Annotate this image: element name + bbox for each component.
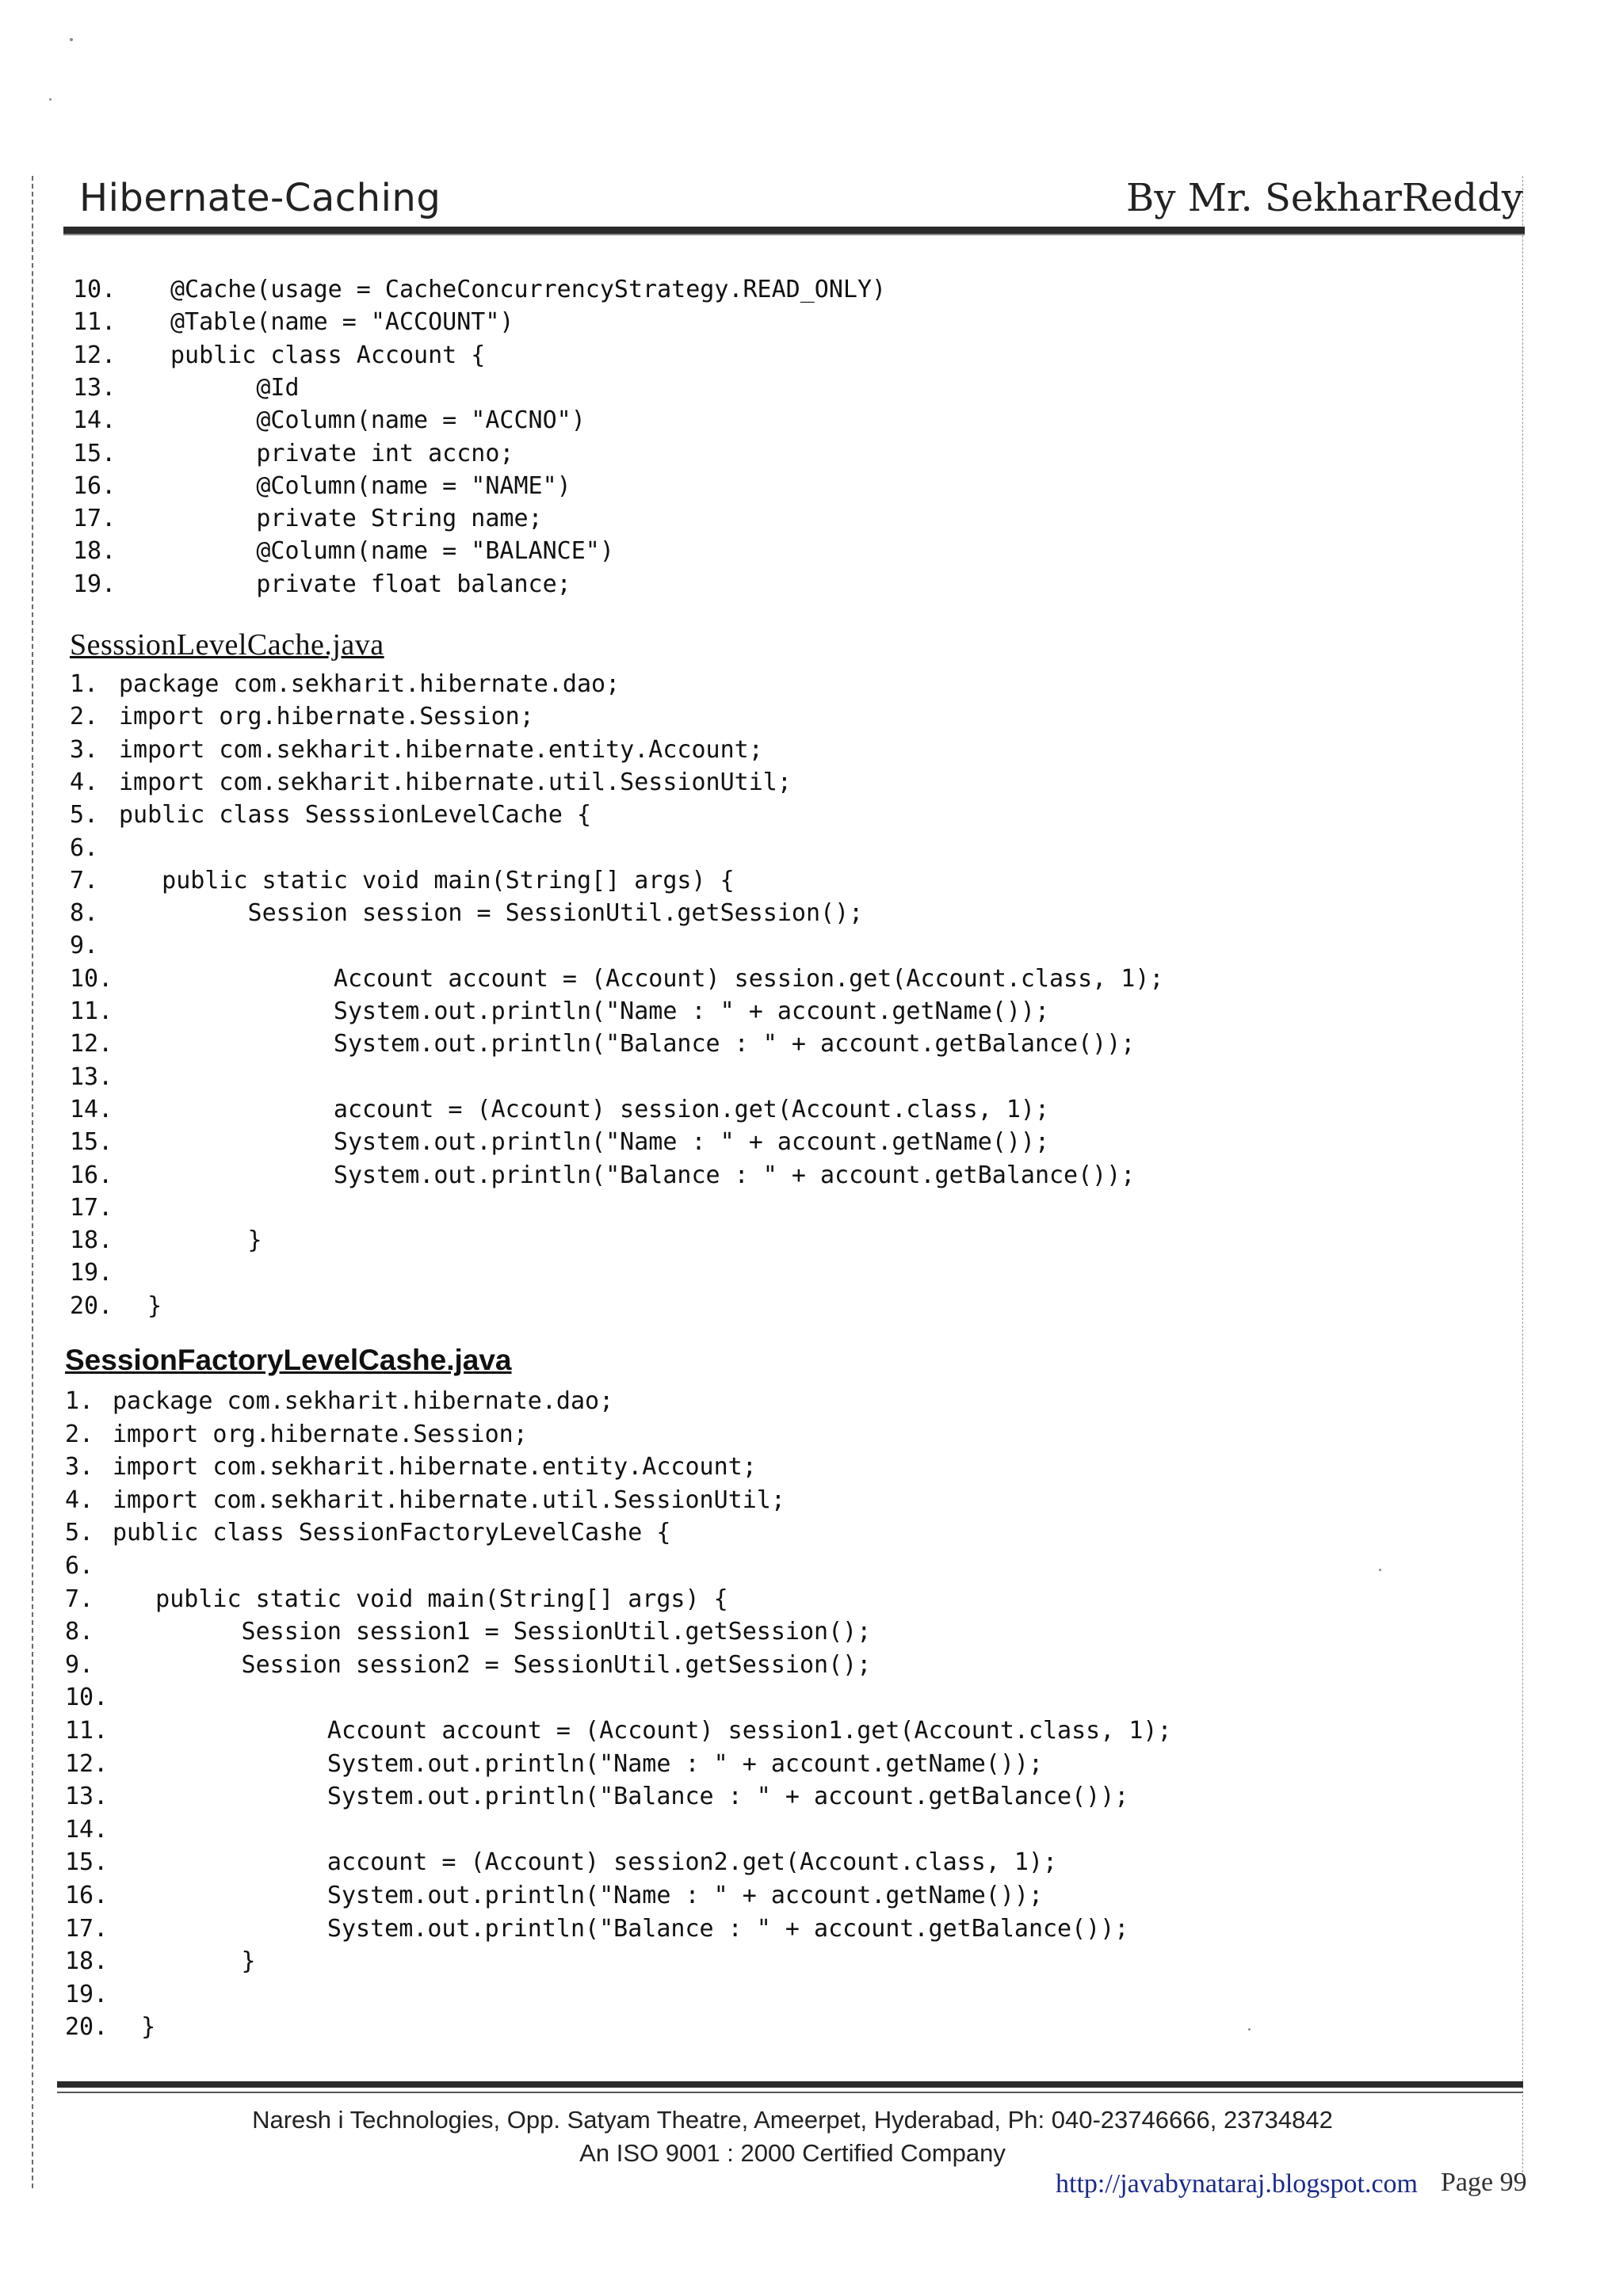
code-text: account = (Account) session2.get(Account.class, 1); xyxy=(113,1848,1058,1877)
line-number: 10. xyxy=(73,276,116,303)
code-text: @Cache(usage = CacheConcurrencyStrategy.READ_ONLY) xyxy=(170,276,887,303)
code-text: private float balance; xyxy=(170,570,571,598)
line-number: 16. xyxy=(65,1882,109,1909)
line-number: 3. xyxy=(70,735,99,764)
code-text: Account account = (Account) session1.get(Account.class, 1); xyxy=(113,1717,1172,1745)
code-text: public class Account { xyxy=(170,341,486,369)
code-text: Session session1 = SessionUtil.getSession(); xyxy=(113,1618,872,1646)
code-text: import com.sekharit.hibernate.util.SessionUtil; xyxy=(119,768,792,796)
line-number: 5. xyxy=(65,1519,94,1547)
code-text: @Column(name = "NAME") xyxy=(170,471,571,500)
line-number: 8. xyxy=(70,899,99,928)
line-number: 13. xyxy=(70,1062,113,1091)
line-number: 18. xyxy=(70,1226,113,1255)
line-number: 18. xyxy=(65,1947,109,1976)
line-number: 15. xyxy=(73,439,116,467)
line-number: 4. xyxy=(65,1486,94,1514)
footer-address: Naresh i Technologies, Opp. Satyam Theatre, Ameerpet, Hyderabad, Ph: 040-23746666, 23734842 xyxy=(252,2106,1333,2134)
code-text: Session session = SessionUtil.getSession(); xyxy=(119,899,864,928)
code-text: System.out.println("Balance : " + account.getBalance()); xyxy=(119,1161,1136,1189)
code-text: System.out.println("Name : " + account.getName()); xyxy=(119,1128,1049,1157)
code-text: import com.sekharit.hibernate.entity.Account; xyxy=(119,735,763,764)
header-rule xyxy=(63,227,1525,235)
line-number: 11. xyxy=(70,997,113,1025)
line-number: 7. xyxy=(65,1585,94,1613)
line-number: 5. xyxy=(70,801,99,830)
code-text: package com.sekharit.hibernate.dao; xyxy=(119,670,621,698)
line-number: 3. xyxy=(65,1453,94,1482)
session-level-cache-heading: SesssionLevelCache.java xyxy=(70,628,384,662)
line-number: 17. xyxy=(70,1193,113,1222)
line-number: 8. xyxy=(65,1618,94,1646)
code-text: public static void main(String[] args) { xyxy=(119,866,735,894)
code-text: System.out.println("Balance : " + account.getBalance()); xyxy=(113,1914,1129,1943)
code-text: System.out.println("Balance : " + account.getBalance()); xyxy=(119,1030,1136,1058)
scan-margin-line-right xyxy=(1522,176,1523,2172)
code-text: import com.sekharit.hibernate.util.SessionUtil; xyxy=(113,1486,785,1514)
code-text: Session session2 = SessionUtil.getSession(); xyxy=(113,1650,872,1679)
scan-margin-line-left xyxy=(32,176,33,2188)
code-text: } xyxy=(113,2013,156,2042)
line-number: 6. xyxy=(70,833,99,862)
line-number: 12. xyxy=(65,1749,109,1778)
session-factory-level-cache-heading: SessionFactoryLevelCashe.java xyxy=(65,1344,512,1376)
code-text: Account account = (Account) session.get(Account.class, 1); xyxy=(119,964,1164,993)
code-text: account = (Account) session.get(Account.class, 1); xyxy=(119,1095,1049,1123)
footer-rule xyxy=(57,2081,1523,2088)
page-number: Page 99 xyxy=(1441,2168,1527,2197)
code-text: System.out.println("Name : " + account.getName()); xyxy=(119,997,1049,1025)
line-number: 13. xyxy=(73,373,116,402)
line-number: 17. xyxy=(73,505,116,533)
line-number: 11. xyxy=(65,1717,109,1745)
line-number: 7. xyxy=(70,866,99,894)
line-number: 15. xyxy=(70,1128,113,1157)
line-number: 1. xyxy=(70,670,99,698)
code-text: public static void main(String[] args) { xyxy=(113,1585,728,1613)
code-text: @Column(name = "ACCNO") xyxy=(170,406,586,435)
line-number: 12. xyxy=(73,341,116,369)
line-number: 10. xyxy=(70,964,113,993)
code-text: @Id xyxy=(170,373,300,402)
line-number: 20. xyxy=(70,1291,113,1320)
line-number: 9. xyxy=(65,1650,94,1679)
code-text: private String name; xyxy=(170,505,543,533)
scan-speck xyxy=(1379,1569,1381,1571)
line-number: 18. xyxy=(73,537,116,566)
line-number: 2. xyxy=(70,703,99,731)
page-header xyxy=(79,174,1523,236)
scan-speck xyxy=(1248,2028,1251,2031)
code-text: import com.sekharit.hibernate.entity.Account; xyxy=(113,1453,757,1482)
footer-url-link[interactable]: http://javabynataraj.blogspot.com xyxy=(1056,2169,1419,2199)
line-number: 1. xyxy=(65,1387,94,1415)
line-number: 14. xyxy=(65,1815,109,1844)
author-name: By Mr. SekharReddy xyxy=(1126,176,1523,220)
code-text: @Column(name = "BALANCE") xyxy=(170,537,614,566)
line-number: 19. xyxy=(65,1980,109,2008)
line-number: 16. xyxy=(70,1161,113,1189)
code-text: import org.hibernate.Session; xyxy=(119,703,534,731)
line-number: 20. xyxy=(65,2013,109,2042)
line-number: 19. xyxy=(73,570,116,598)
line-number: 11. xyxy=(73,308,116,337)
code-text: System.out.println("Name : " + account.getName()); xyxy=(113,1749,1043,1778)
line-number: 9. xyxy=(70,932,99,960)
line-number: 13. xyxy=(65,1783,109,1811)
code-text: System.out.println("Name : " + account.getName()); xyxy=(113,1882,1043,1909)
code-text: @Table(name = "ACCOUNT") xyxy=(170,308,514,337)
code-text: import org.hibernate.Session; xyxy=(113,1420,528,1448)
line-number: 19. xyxy=(70,1259,113,1287)
code-text: private int accno; xyxy=(170,439,514,467)
code-text: public class SesssionLevelCache { xyxy=(119,801,592,830)
scan-speck xyxy=(70,38,73,41)
code-text: public class SessionFactoryLevelCashe { xyxy=(113,1519,671,1547)
code-text: } xyxy=(119,1291,162,1320)
line-number: 6. xyxy=(65,1552,94,1580)
code-text: package com.sekharit.hibernate.dao; xyxy=(113,1387,614,1415)
line-number: 12. xyxy=(70,1030,113,1058)
line-number: 14. xyxy=(73,406,116,435)
line-number: 15. xyxy=(65,1848,109,1877)
line-number: 16. xyxy=(73,471,116,500)
line-number: 4. xyxy=(70,768,99,796)
footer-certification: An ISO 9001 : 2000 Certified Company xyxy=(579,2139,1006,2167)
footer-rule-thin xyxy=(57,2092,1523,2093)
code-text: } xyxy=(119,1226,262,1255)
page-title: Hibernate-Caching xyxy=(79,176,441,220)
line-number: 2. xyxy=(65,1420,94,1448)
code-text: } xyxy=(113,1947,256,1976)
code-text: System.out.println("Balance : " + account.getBalance()); xyxy=(113,1783,1129,1811)
line-number: 10. xyxy=(65,1684,109,1712)
line-number: 14. xyxy=(70,1095,113,1123)
line-number: 17. xyxy=(65,1914,109,1943)
scan-speck xyxy=(49,98,52,101)
